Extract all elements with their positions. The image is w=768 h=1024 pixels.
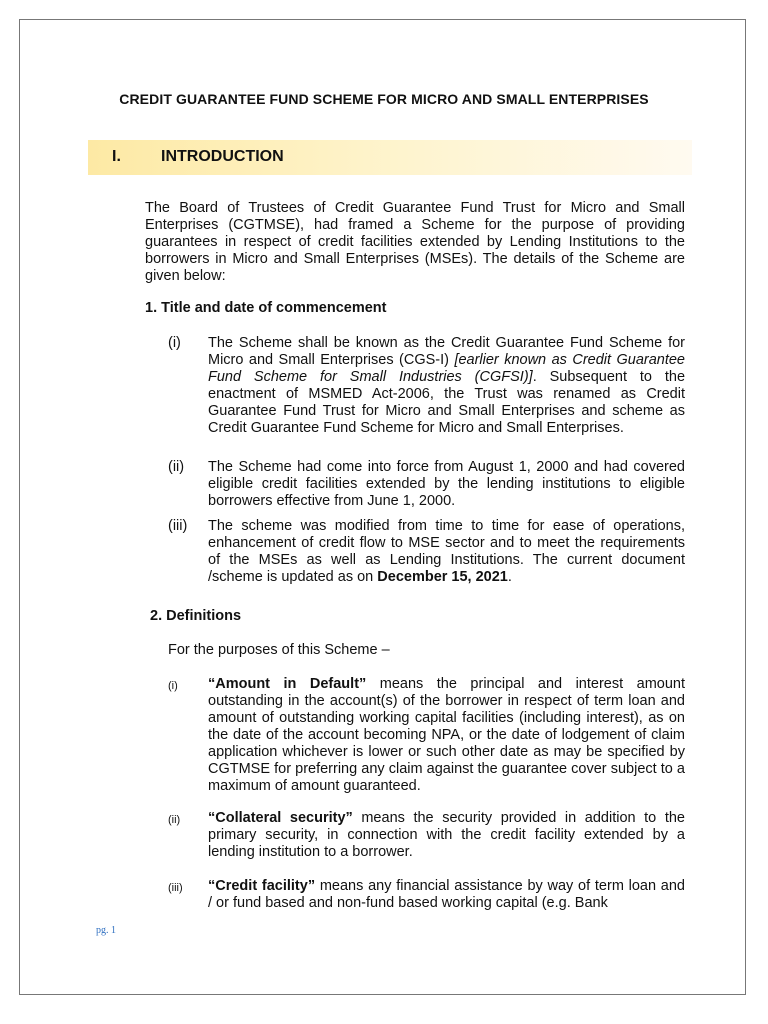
item-number: (ii): [168, 814, 181, 826]
item-number: (i): [168, 680, 178, 692]
page-number: pg. 1: [96, 925, 116, 936]
intro-paragraph: The Board of Trustees of Credit Guarantee Fund Trust for Micro and Small Enterprises (CGTMSE), had framed a Scheme for the purpose of providing guarantees in respect of credit facilities extended by Lending Institutions to the borrowers in Micro and Small Enterprises (MSEs). The details of the Scheme are given below:: [145, 200, 685, 284]
item-number: (i): [168, 335, 181, 351]
item-text: “Amount in Default” means the principal and interest amount outstanding in the account(s) of the borrower in respect of term loan and amount of outstanding working capital facilities (including interest), as on the date of the account becoming NPA, or the date of lodgement of claim application whichever is lower or such other date as may be specified by CGTMSE for preferring any claim against the guarantee cover subject to a maximum of amount guaranteed.: [208, 676, 685, 794]
item-number: (iii): [168, 518, 188, 534]
item-text: The Scheme had come into force from August 1, 2000 and had covered eligible credit facilities extended by the lending institutions to eligible borrowers effective from June 1, 2000.: [208, 459, 685, 509]
section-number: I.: [112, 148, 121, 165]
subsection-heading-title-date: 1. Title and date of commencement: [145, 300, 387, 316]
item-text: “Credit facility” means any financial assistance by way of term loan and / or fund based and non-fund based working capital (e.g. Bank: [208, 878, 686, 911]
section-header-band: [88, 140, 692, 175]
section-title: INTRODUCTION: [161, 148, 284, 165]
document-title: CREDIT GUARANTEE FUND SCHEME FOR MICRO AND SMALL ENTERPRISES: [119, 91, 649, 107]
item-text: The scheme was modified from time to time for ease of operations, enhancement of credit flow to MSE sector and to meet the requirements of the MSEs as well as Lending Institutions. The current document /scheme is updated as on December 15, 2021.: [208, 518, 685, 585]
item-number: (iii): [168, 882, 183, 894]
item-text: “Collateral security” means the security provided in addition to the primary security, in connection with the credit facility extended by a lending institution to a borrower.: [208, 810, 685, 860]
definitions-lead: For the purposes of this Scheme –: [168, 642, 390, 658]
subsection-heading-definitions: 2. Definitions: [150, 608, 242, 624]
item-number: (ii): [168, 459, 185, 475]
item-text: The Scheme shall be known as the Credit Guarantee Fund Scheme for Micro and Small Enterprises (CGS-I) [earlier known as Credit Guarantee Fund Scheme for Small Industries (CGFSI)]. Subsequent to the enactment of MSMED Act-2006, the Trust was renamed as Credit Guarantee Fund Trust for Micro and Small Enterprises and scheme as Credit Guarantee Fund Scheme for Micro and Small Enterprises.: [208, 335, 686, 436]
